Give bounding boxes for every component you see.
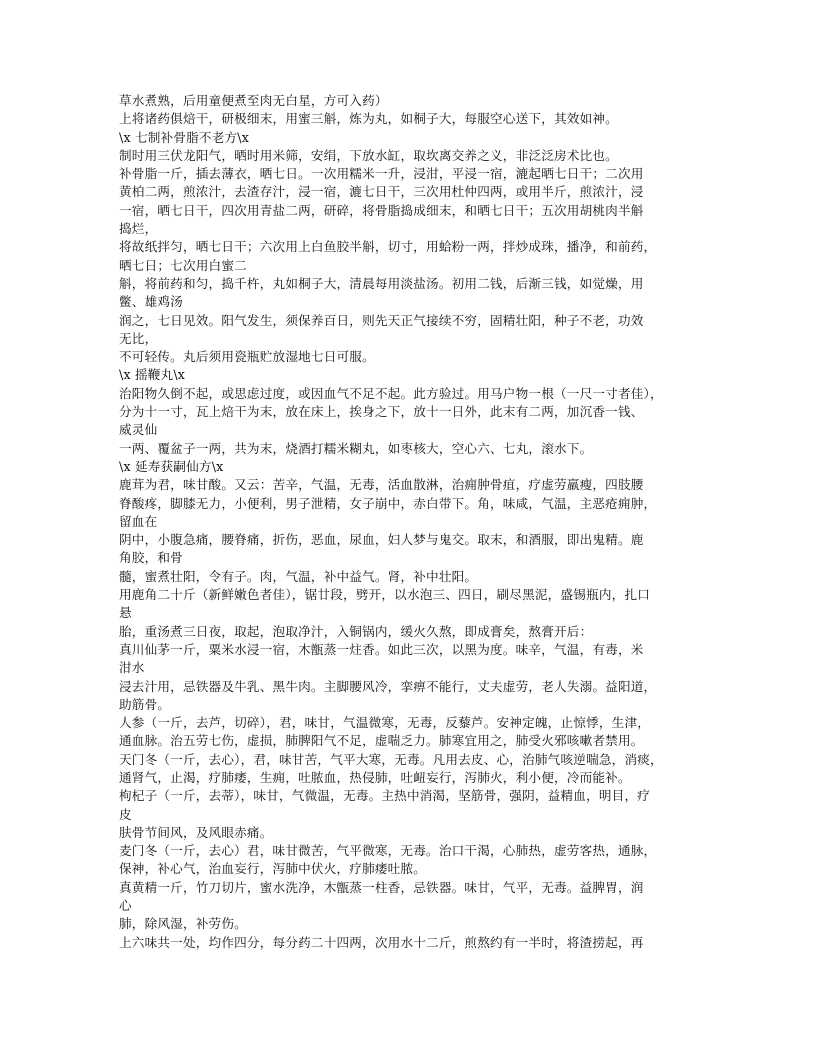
text-line: 真川仙茅一斤，粟米水浸一宿，木甑蒸一炷香。如此三次，以黑为度。味辛，气温，有毒，米	[119, 641, 644, 657]
text-line: 心	[119, 898, 132, 914]
text-line: 鹿茸为君，味甘酸。又云：苦辛，气温，无毒，活血散淋，治痈肿骨疽，疗虚劳羸瘦，四肢腰	[119, 477, 644, 493]
text-line: 人参（一斤，去芦，切碎），君，味甘，气温微寒，无毒，反藜芦。安神定魄，止惊悸，生津，	[119, 715, 651, 731]
text-line: 一两、覆盆子一两，共为末，烧酒打糯米糊丸，如枣核大，空心六、七丸，滚水下。	[119, 440, 593, 456]
text-line: 皮	[119, 806, 132, 822]
text-line: 草水煮熟，后用童便煮至肉无白星，方可入药）	[119, 93, 388, 108]
text-line: 真黄精一斤，竹刀切片，蜜水洗净，木甑蒸一柱香，忌铁器。味甘，气平，无毒。益脾胃，润	[119, 879, 644, 895]
text-line: 助筋骨。	[119, 696, 171, 712]
text-line: 斛，将前药和匀，捣千杵，丸如桐子大，清晨每用淡盐汤。初用二钱，后渐三钱，如觉燥，用	[119, 275, 644, 291]
text-line: 捣烂，	[119, 221, 158, 237]
text-line: 通肾气，止渴，疗肺痿，生痈，吐脓血，热侵肺，吐衄妄行，泻肺火，利小便，冷而能补。	[119, 769, 631, 785]
text-line: 泔水	[119, 660, 145, 676]
text-line: 上六味共一处，均作四分，每分药二十四两，次用水十二斤，煎熬约有一半时，将渣捞起，再	[119, 934, 644, 950]
text-line: 无比，	[119, 330, 158, 346]
text-line: 威灵仙	[119, 422, 158, 438]
text-line: 上将诸药俱焙干，研极细末，用蜜三斛，炼为丸，如桐子大，每服空心送下，其效如神。	[119, 111, 618, 127]
text-line: 晒七日；七次用白蜜二	[119, 257, 247, 273]
text-line: 分为十一寸，瓦上焙干为末，放在床上，挨身之下，放十一日外，此末有二两，加沉香一钱、	[119, 404, 644, 420]
text-line: 肺，除风湿，补劳伤。	[119, 916, 247, 932]
section-heading: \x 七制补骨脂不老方\x	[119, 129, 250, 145]
section-heading: \x 摇鞭丸\x	[119, 367, 186, 383]
text-line: 保神，补心气，治血妄行，泻肺中伏火，疗肺痿吐脓。	[119, 861, 427, 877]
text-line: 将故纸拌匀，晒七日干；六次用上白鱼胶半斛，切寸，用蛤粉一两，拌炒成珠，播净，和前药，	[119, 239, 657, 255]
text-line: 补骨脂一斤，插去薄衣，晒七日。一次用糯米一升，浸泔，平浸一宿，漉起晒七日干；二次用	[119, 166, 644, 182]
text-line: 悬	[119, 605, 132, 621]
text-line: 角胶，和骨	[119, 550, 183, 566]
text-line: 黄柏二两，煎浓汁，去渣存汁，浸一宿，漉七日干，三次用杜仲四两，或用半斤，煎浓汁，浸	[119, 184, 644, 200]
text-line: 治阳物久倒不起，或思虑过度，或因血气不足不起。此方验过。用马户物一根（一尺一寸者佳），	[119, 385, 663, 401]
text-line: 鳖、雄鸡汤	[119, 294, 183, 310]
text-line: 天门冬（一斤，去心），君，味甘苦，气平大寒，无毒。凡用去皮、心，治肺气咳逆喘急，消痰，	[119, 751, 663, 767]
text-line: 枸杞子（一斤，去蒂），味甘，气微温，无毒。主热中消渴，坚筋骨，强阴，益精血，明目，疗	[119, 788, 651, 804]
text-line: 通血脉。治五劳七伤，虚损，肺脾阳气不足，虚喘乏力。肺寒宜用之，肺受火邪咳嗽者禁用。	[119, 733, 644, 749]
text-line: 脊酸疼，脚膝无力，小便利，男子泄精，女子崩中，赤白带下。角，味咸，气温，主恶疮痈肿，	[119, 495, 657, 511]
text-line: 肤骨节间风，及风眼赤痛。	[119, 824, 273, 840]
text-line: 麦门冬（一斤，去心）君，味甘微苦，气平微寒，无毒。治口干渴，心肺热，虚劳客热，通脉，	[119, 843, 657, 859]
text-line: 用鹿角二十斤（新鲜嫩色者佳），锯廿段，劈开，以水泡三、四日，刷尽黑泥，盛锡瓶内，扎口	[119, 587, 651, 603]
text-line: 制时用三伏龙阳气，晒时用米筛，安绢，下放水缸，取坎离交养之义，非泛泛房术比也。	[119, 147, 618, 163]
section-heading: \x 延寿获嗣仙方\x	[119, 458, 224, 474]
text-line: 胎，重汤煮三日夜，取起，泡取净汁，入铜锅内，缓火久熬，即成膏矣，熬膏开后：	[119, 623, 593, 639]
text-line: 润之，七日见效。阳气发生，须保养百日，则先天正气接续不穷，固精壮阳，种子不老，功效	[119, 312, 644, 328]
text-line: 浸去汁用，忌铁器及牛乳、黑牛肉。主脚腰风冷，挛痹不能行，丈夫虚劳，老人失溺。益阳道，	[119, 678, 657, 694]
text-line: 髓，蜜煮壮阳，令有子。肉，气温，补中益气。肾，补中壮阳。	[119, 568, 478, 584]
text-line: 阴中，小腹急痛，腰脊痛，折伤，恶血，尿血，妇人梦与鬼交。取末，和酒服，即出鬼精。鹿	[119, 532, 644, 548]
text-line: 留血在	[119, 513, 158, 529]
text-line: 一宿，晒七日干，四次用青盐二两，研碎，将骨脂捣成细末，和晒七日干；五次用胡桃肉半斛	[119, 202, 644, 218]
text-line: 不可轻传。丸后须用瓷瓶贮放湿地七日可服。	[119, 349, 375, 365]
document-page	[119, 92, 701, 970]
text-line	[119, 952, 701, 970]
